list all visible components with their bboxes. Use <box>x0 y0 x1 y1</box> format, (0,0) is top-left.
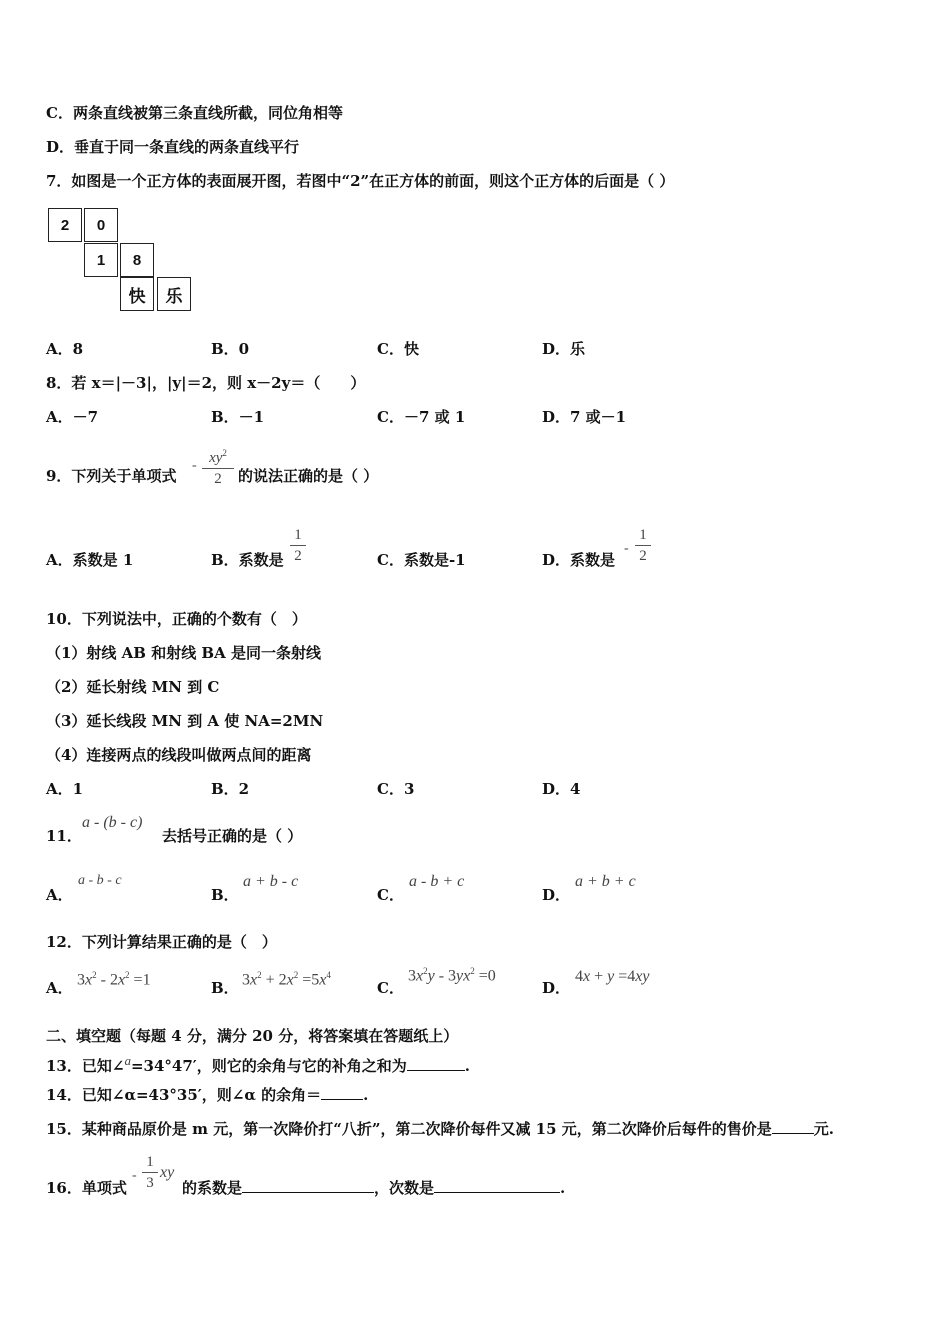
q11-option-c-label: C． <box>377 886 404 904</box>
q16-mid2: ，次数是 <box>374 1179 435 1197</box>
section-2-title: 二、填空题（每题 4 分，满分 20 分，将答案填在答题纸上） <box>46 1027 459 1045</box>
q11-expression: a - (b - c) <box>82 814 143 831</box>
q11-option-a-label: A． <box>46 886 73 904</box>
q8-option-c: C．－7 或 1 <box>377 408 466 426</box>
q10-item-1: （1）射线 AB 和射线 BA 是同一条射线 <box>46 644 321 662</box>
q6-option-d: D．垂直于同一条直线的两条直线平行 <box>46 138 300 156</box>
q9-expr-exp: 2 <box>222 448 227 458</box>
q7-stem: 7．如图是一个正方体的表面展开图，若图中“2”在正方体的前面，则这个正方体的后面是（ ） <box>46 172 675 190</box>
q16-mid: 的系数是 <box>182 1179 243 1197</box>
q9-option-a: A．系数是 1 <box>46 551 134 569</box>
q9-option-b-den: 2 <box>294 548 302 564</box>
q16-coefficient-blank[interactable] <box>242 1178 374 1193</box>
q10-option-a: A．1 <box>46 780 84 798</box>
q10-item-4: （4）连接两点的线段叫做两点间的距离 <box>46 746 312 764</box>
q15-pre: 15．某种商品原价是 m 元，第一次降价打“八折”，第二次降价每件又减 15 元，第二次降价后每件的售价是 <box>46 1120 772 1138</box>
q12-option-b-expr: $3x^2 + 2x^2 =5x^4$ <box>242 970 331 989</box>
q12-option-b-label: B． <box>211 979 239 997</box>
q10-stem: 10．下列说法中，正确的个数有（ ） <box>46 610 307 628</box>
q9-stem-pre: 9．下列关于单项式 <box>46 467 177 485</box>
q11-option-b-expr: a + b - c <box>243 873 299 890</box>
q15-answer-blank[interactable] <box>772 1119 814 1134</box>
q13-text <box>46 1051 470 1076</box>
net-cell: 乐 <box>157 277 191 311</box>
q8-option-b: B．－1 <box>211 408 265 426</box>
q16-end: . <box>560 1179 566 1197</box>
q8-option-d: D．7 或－1 <box>542 408 627 426</box>
q11-number: 11． <box>46 827 82 845</box>
q16-num: 1 <box>146 1154 154 1170</box>
q10-option-d: D．4 <box>542 780 581 798</box>
q13-post: =34°47′，则它的余角与它的补角之和为 <box>130 1057 407 1075</box>
q16-fraction <box>142 1153 158 1192</box>
q7-option-c: C．快 <box>377 340 419 358</box>
q7-option-b: B．0 <box>211 340 250 358</box>
q15-text <box>46 1119 834 1139</box>
q11-option-c-expr: a - b + c <box>409 873 465 890</box>
q12-stem: 12．下列计算结果正确的是（ ） <box>46 933 277 951</box>
q16-pre: 16．单项式 <box>46 1179 127 1197</box>
q14-pre: 14．已知∠α=43°35′，则∠α 的余角＝ <box>46 1086 322 1104</box>
net-cell: 快 <box>120 277 154 311</box>
q9-expr-den: 2 <box>214 471 222 487</box>
q16-sign: - <box>132 1168 137 1183</box>
q8-stem: 8．若 x＝|－3|，|y|＝2，则 x－2y＝（ ） <box>46 374 366 392</box>
net-cell: 2 <box>48 208 82 242</box>
q9-option-d-num: 1 <box>639 527 647 543</box>
q14-end: . <box>363 1086 369 1104</box>
q9-option-d-sign: - <box>624 541 629 556</box>
q13-pre: 13．已知∠ <box>46 1057 125 1075</box>
q7-option-a: A．8 <box>46 340 84 358</box>
q12-option-c-label: C． <box>377 979 404 997</box>
q9-option-d-den: 2 <box>639 548 647 564</box>
net-cell: 0 <box>84 208 118 242</box>
q16-text <box>182 1178 565 1198</box>
q13-answer-blank[interactable] <box>407 1056 465 1071</box>
q9-option-b-num: 1 <box>294 527 302 543</box>
q9-option-d-fraction <box>635 526 651 565</box>
q7-option-d: D．乐 <box>542 340 586 358</box>
q12-option-a-expr: $3x^2 - 2x^2 =1$ <box>77 970 151 989</box>
q9-option-d: D．系数是 <box>542 551 616 569</box>
q12-option-c-expr: $3x^2y - 3yx^2 =0$ <box>408 966 496 985</box>
q13-end: . <box>464 1057 470 1075</box>
q12-option-a-label: A． <box>46 979 73 997</box>
q10-option-c: C．3 <box>377 780 415 798</box>
q12-option-d-label: D． <box>542 979 571 997</box>
q9-option-b-fraction <box>290 526 306 565</box>
q9-option-c: C．系数是-1 <box>377 551 466 569</box>
q11-option-a-expr: a - b - c <box>78 873 122 888</box>
q8-option-a: A．－7 <box>46 408 99 426</box>
net-cell: 8 <box>120 243 154 277</box>
q15-end: 元. <box>813 1120 835 1138</box>
q10-item-2: （2）延长射线 MN 到 C <box>46 678 220 696</box>
q16-degree-blank[interactable] <box>434 1178 560 1193</box>
q6-option-c: C．两条直线被第三条直线所截，同位角相等 <box>46 104 343 122</box>
q11-option-d-expr: a + b + c <box>575 873 636 890</box>
q9-expr-fraction <box>202 444 234 488</box>
q14-answer-blank[interactable] <box>321 1085 363 1100</box>
net-cell: 1 <box>84 243 118 277</box>
q9-stem-post: 的说法正确的是（ ） <box>238 467 379 485</box>
q10-item-3: （3）延长线段 MN 到 A 使 NA=2MN <box>46 712 324 730</box>
q12-option-d-expr: 4x + y =4xy <box>575 968 650 985</box>
q11-option-b-label: B． <box>211 886 239 904</box>
q11-option-d-label: D． <box>542 886 571 904</box>
q11-stem-post: 去括号正确的是（ ） <box>162 827 303 845</box>
q9-option-b: B．系数是 <box>211 551 284 569</box>
q13-var: a <box>124 1053 131 1068</box>
q10-option-b: B．2 <box>211 780 250 798</box>
q16-var: xy <box>160 1164 175 1181</box>
q9-expr-num: xy <box>209 450 223 466</box>
q16-den: 3 <box>146 1175 154 1191</box>
q14-text <box>46 1085 368 1105</box>
q9-expr-sign: - <box>192 458 197 473</box>
